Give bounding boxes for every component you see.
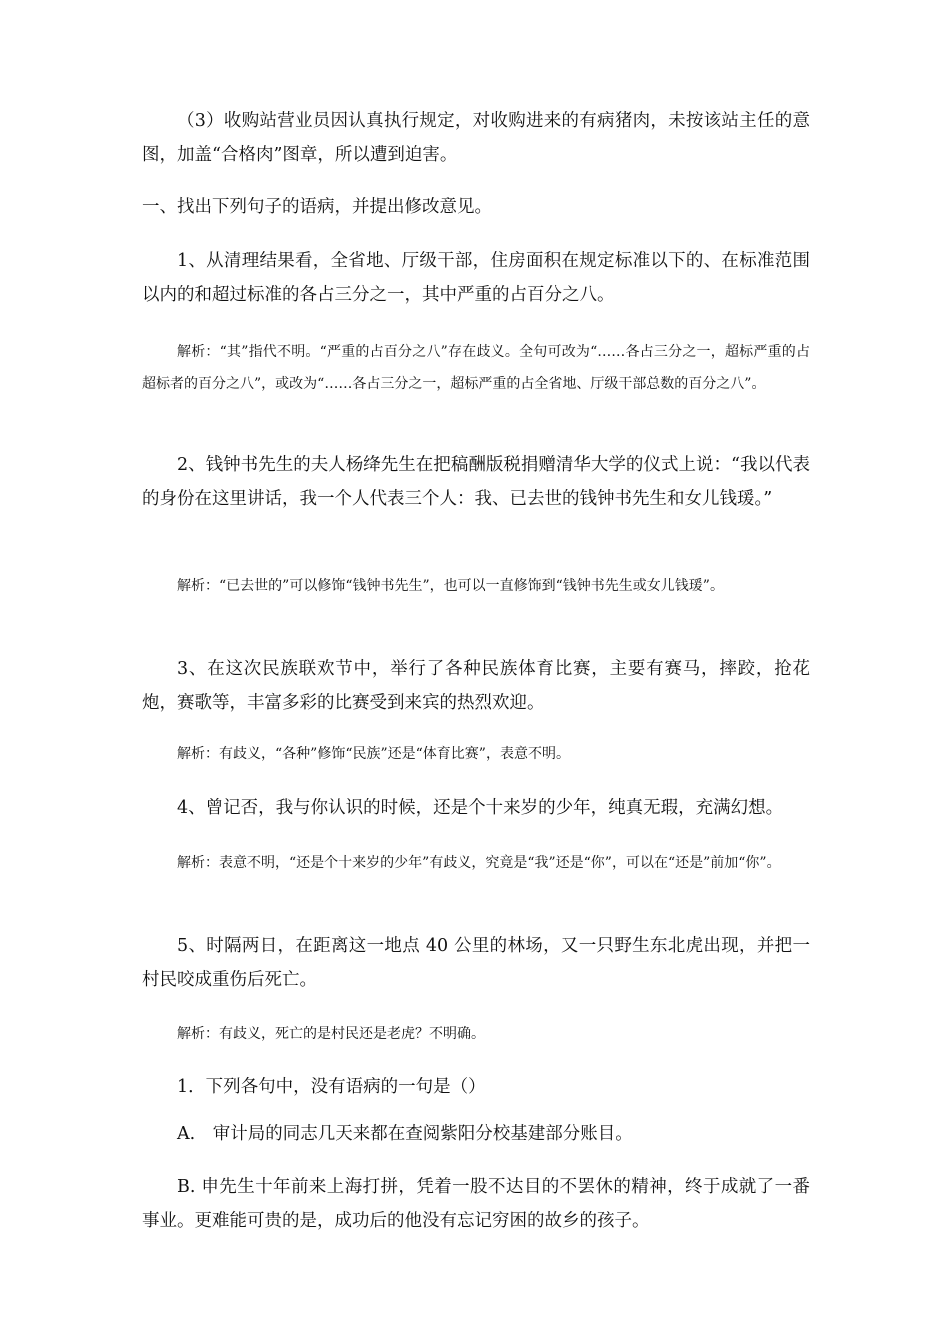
item-5-sentence: 5、时隔两日，在距离这一地点 40 公里的林场，又一只野生东北虎出现，并把一村民咬成重伤后死亡。: [142, 936, 810, 990]
item-3-sentence: 3、在这次民族联欢节中，举行了各种民族体育比赛，主要有赛马，摔跤，抢花炮，赛歌等，丰富多彩的比赛受到来宾的热烈欢迎。: [142, 659, 810, 713]
intro-paragraph: （3）收购站营业员因认真执行规定，对收购进来的有病猪肉，未按该站主任的意图，加盖“合格肉”图章，所以遭到迫害。: [142, 111, 810, 165]
item-1-sentence: 1、从清理结果看，全省地、厅级干部，住房面积在规定标准以下的、在标准范围以内的和超过标准的各占三分之一，其中严重的占百分之八。: [142, 251, 810, 305]
item-2-sentence: 2、钱钟书先生的夫人杨绛先生在把稿酬版税捐赠清华大学的仪式上说：“我以代表的身份在这里讲话，我一个人代表三个人：我、已去世的钱钟书先生和女儿钱瑗。”: [142, 455, 810, 509]
option-b: B. 申先生十年前来上海打拼，凭着一股不达目的不罢休的精神，终于成就了一番事业。更难能可贵的是，成功后的他没有忘记穷困的故乡的孩子。: [142, 1177, 810, 1231]
item-4-analysis: 解析：表意不明，“还是个十来岁的少年”有歧义，究竟是“我”还是“你”，可以在“还是”前加“你”。: [177, 855, 781, 871]
item-4-sentence: 4、曾记否，我与你认识的时候，还是个十来岁的少年，纯真无瑕，充满幻想。: [177, 798, 784, 818]
option-a: A. 审计局的同志几天来都在查阅紫阳分校基建部分账目。: [177, 1124, 633, 1144]
question-stem: 1．下列各句中，没有语病的一句是（）: [177, 1077, 486, 1097]
section-heading: 一、找出下列句子的语病，并提出修改意见。: [142, 197, 492, 217]
item-3-analysis: 解析：有歧义，“各种”修饰“民族”还是“体育比赛”，表意不明。: [177, 746, 570, 762]
item-5-analysis: 解析：有歧义，死亡的是村民还是老虎？不明确。: [177, 1026, 485, 1042]
item-1-analysis: 解析：“其”指代不明。“严重的占百分之八”存在歧义。全句可改为“……各占三分之一，超标严重的占超标者的百分之八”，或改为“……各占三分之一，超标严重的占全省地、厅级干部总数的百分之八”。: [142, 344, 810, 392]
item-2-analysis: 解析：“已去世的”可以修饰“钱钟书先生”，也可以一直修饰到“钱钟书先生或女儿钱瑗”。: [177, 578, 724, 594]
